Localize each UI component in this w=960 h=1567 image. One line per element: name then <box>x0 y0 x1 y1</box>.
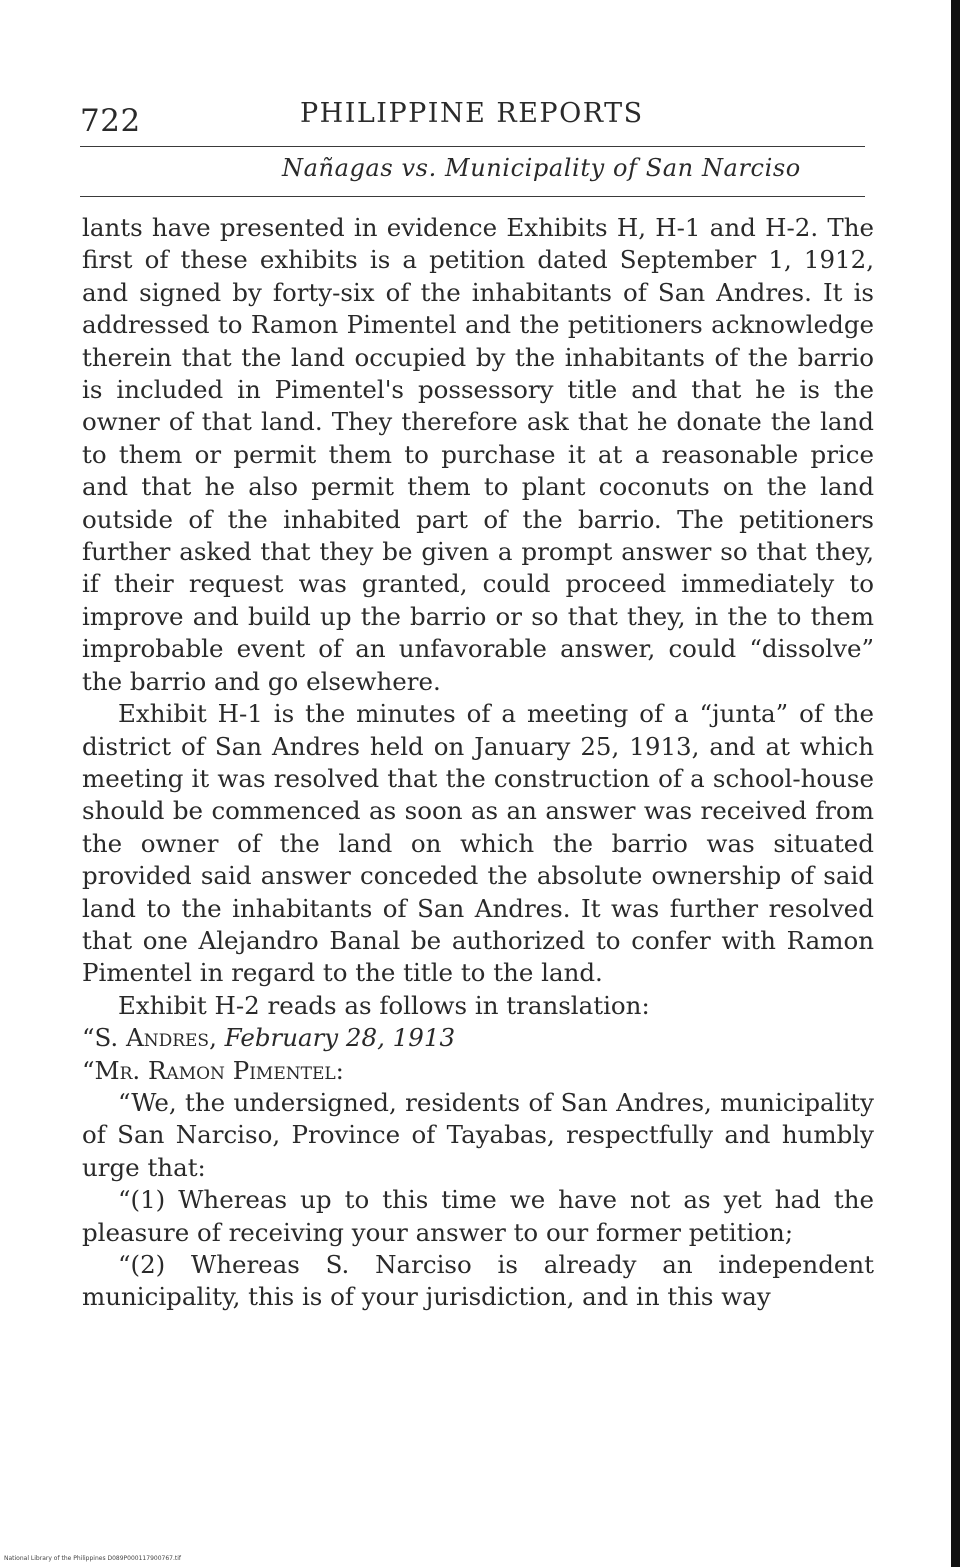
letter-paragraph-1: “(1) Whereas up to this time we have not as yet had the pleasure of receiving your answer to our former petition; <box>82 1185 874 1247</box>
paragraph-continuation: lants have presented in evidence Exhibits H, H-1 and H-2. The first of these exhibits is a petition dated September 1, 1912, and signed by forty-six of the inhabitants of San Andres. It is addressed to Ramon Pimentel and the petitioners acknowledge therein that the land occupied by the inhabitants of the barrio is included in Pimentel's possessory title and that he is the owner of that land. They therefore ask that he donate the land to them or permit them to purchase it at a reasonable price and that he also permit them to plant coconuts on the land outside of the inhabited part of the barrio. The petitioners further asked that they be given a prompt answer so that they, if their request was granted, could proceed immediately to improve and build up the barrio or so that they, in the to them improbable event of an unfavorable answer, could “dissolve” the barrio and go elsewhere. <box>82 213 874 696</box>
page-title: PHILIPPINE REPORTS <box>300 98 644 129</box>
body-text <box>82 212 874 1314</box>
letter-paragraph-2: “(2) Whereas S. Narciso is already an independent municipality, this is of your jurisdiction, and in this way <box>82 1250 874 1312</box>
page-edge-shadow <box>951 0 960 1567</box>
header-rule-bottom <box>80 196 865 197</box>
paragraph-exhibit-h1: Exhibit H-1 is the minutes of a meeting of a “junta” of the district of San Andres held on January 25, 1913, and at which meeting it was resolved that the construction of a school-house should be commenced as soon as an answer was received from the owner of the land on which the barrio was situated provided said answer conceded the absolute ownership of said land to the inhabitants of San Andres. It was further resolved that one Alejandro Banal be authorized to confer with Ramon Pimentel in regard to the title to the land. <box>82 699 874 988</box>
scan-source-note: National Library of the Philippines D089P000117900767.tif <box>4 1555 182 1562</box>
letter-date: February 28, 1913 <box>224 1023 456 1053</box>
letter-salutation: “Mr. Ramon Pimentel: <box>82 1055 344 1085</box>
page-number: 722 <box>80 103 141 139</box>
case-title: Nañagas vs. Municipality of San Narciso <box>282 154 801 182</box>
letter-place-date <box>82 1022 874 1054</box>
header-rule-top <box>80 146 865 147</box>
paragraph-exhibit-h2-intro: Exhibit H-2 reads as follows in translation: <box>118 990 650 1020</box>
letter-place: “S. Andres, <box>82 1023 217 1053</box>
letter-paragraph-intro: “We, the undersigned, residents of San Andres, municipality of San Narciso, Province of Tayabas, respectfully and humbly urge that: <box>82 1087 874 1182</box>
